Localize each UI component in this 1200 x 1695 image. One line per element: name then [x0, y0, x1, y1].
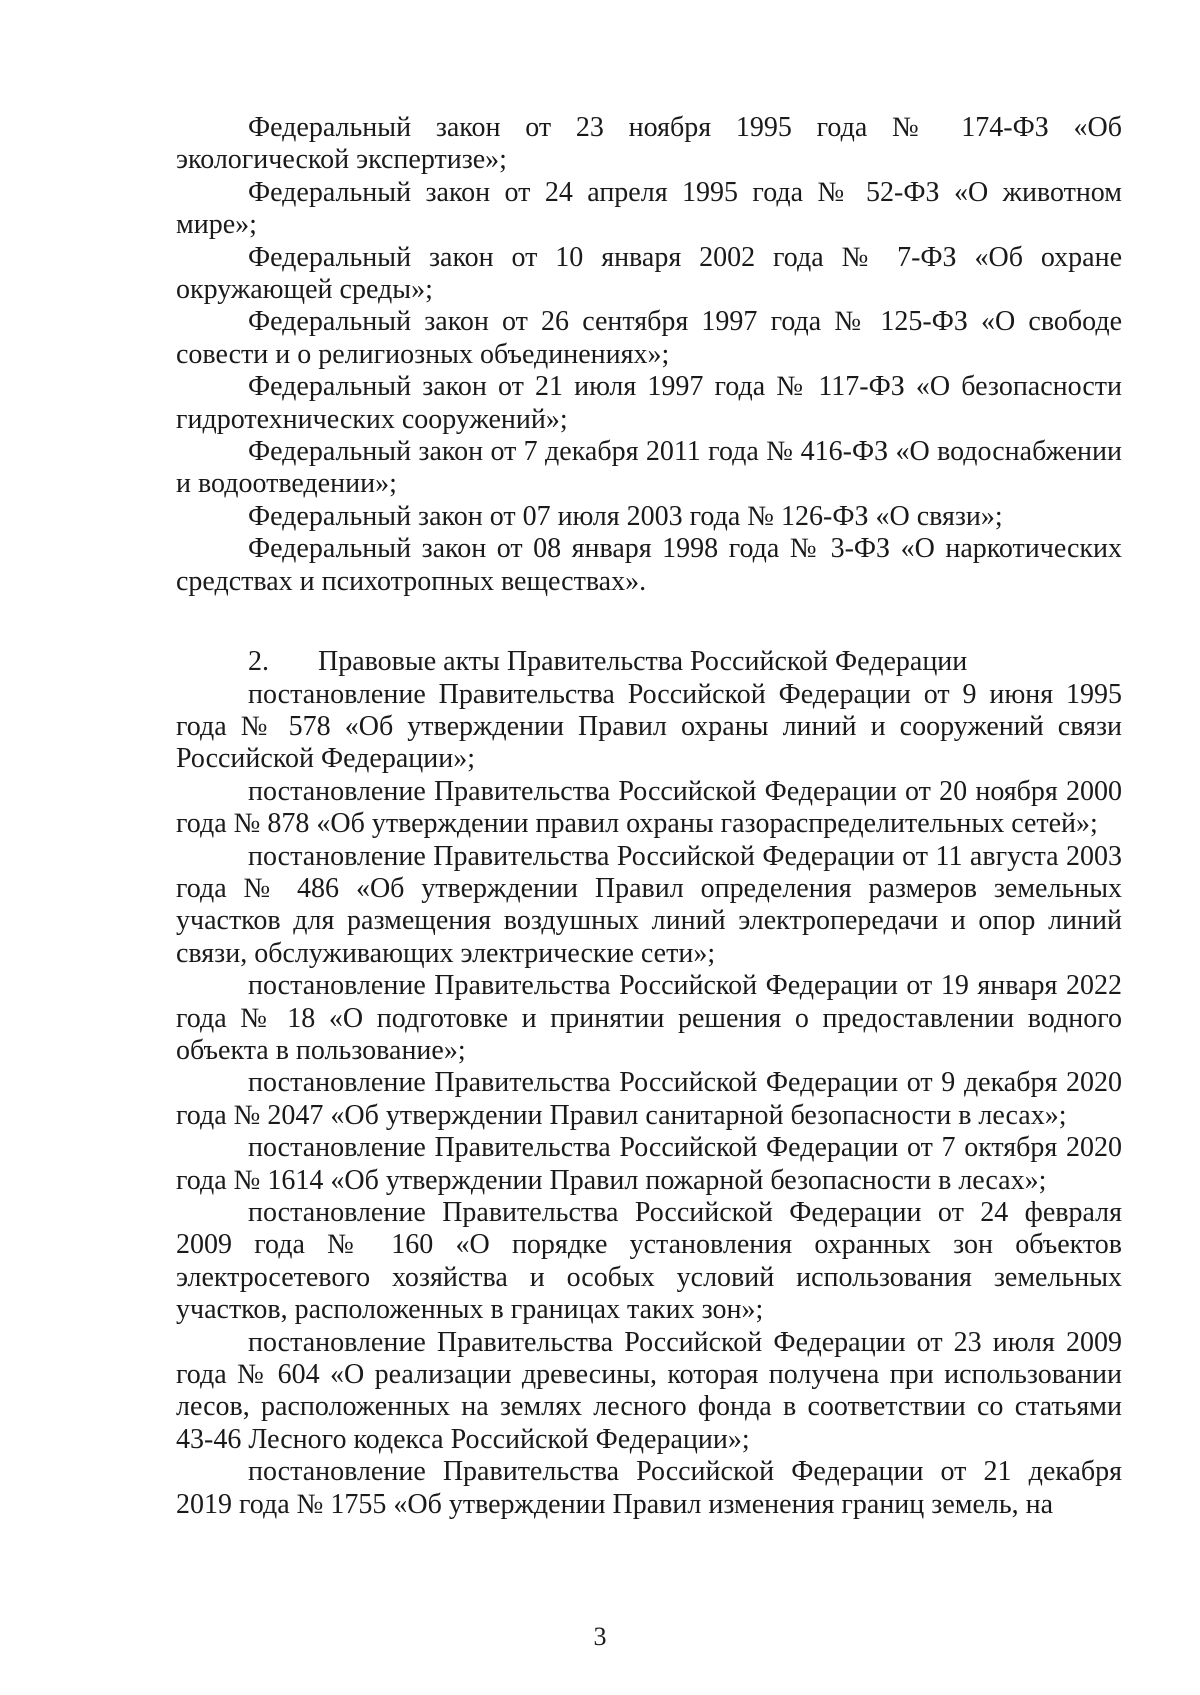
resolution-item: постановление Правительства Российской Федерации от 20 ноября 2000 года № 878 «Об утверждении правил охраны газораспределительных сетей»;	[176, 775, 1122, 840]
law-item: Федеральный закон от 26 сентября 1997 года № 125-ФЗ «О свободе совести и о религиозных объединениях»;	[176, 306, 1122, 370]
resolution-item: постановление Правительства Российской Федерации от 9 июня 1995 года № 578 «Об утверждении Правил охраны линий и сооружений связи Российской Федерации»;	[176, 678, 1122, 775]
resolution-item: постановление Правительства Российской Федерации от 7 октября 2020 года № 1614 «Об утверждении Правил пожарной безопасности в лесах»;	[176, 1132, 1122, 1196]
resolution-item: постановление Правительства Российской Федерации от 19 января 2022 года № 18 «О подготовке и принятии решения о предоставлении водного объекта в пользование»;	[176, 970, 1122, 1066]
resolution-item: постановление Правительства Российской Федерации от 21 декабря 2019 года № 1755 «Об утверждении Правил изменения границ земель, на	[176, 1456, 1122, 1520]
section-title: Правовые акты Правительства Российской Федерации	[318, 646, 968, 678]
page-number: 3	[593, 1622, 607, 1651]
law-item: Федеральный закон от 7 декабря 2011 года № 416-ФЗ «О водоснабжении и водоотведении»;	[176, 436, 1122, 500]
section-heading	[176, 646, 1122, 678]
law-item: Федеральный закон от 08 января 1998 года № 3-ФЗ «О наркотических средствах и психотропных веществах».	[176, 533, 1122, 597]
resolution-item: постановление Правительства Российской Федерации от 23 июля 2009 года № 604 «О реализации древесины, которая получена при использовании лесов, расположенных на землях лесного фонда в соответствии со статьями 43-46 Лесного кодекса Российской Федерации»;	[176, 1326, 1122, 1455]
law-item: Федеральный закон от 24 апреля 1995 года № 52-ФЗ «О животном мире»;	[176, 176, 1122, 241]
document-body	[176, 112, 1122, 1521]
law-item: Федеральный закон от 10 января 2002 года № 7-ФЗ «Об охране окружающей среды»;	[176, 241, 1122, 306]
section-number: 2.	[248, 646, 269, 678]
resolution-item: постановление Правительства Российской Федерации от 9 декабря 2020 года № 2047 «Об утверждении Правил санитарной безопасности в лесах»;	[176, 1067, 1122, 1131]
section-spacer	[176, 598, 1122, 646]
resolution-item: постановление Правительства Российской Федерации от 11 августа 2003 года № 486 «Об утверждении Правил определения размеров земельных участков для размещения воздушных линий электропередачи и опор линий связи, обслуживающих электрические сети»;	[176, 840, 1122, 969]
law-item: Федеральный закон от 21 июля 1997 года № 117-ФЗ «О безопасности гидротехнических сооружений»;	[176, 371, 1122, 435]
law-item: Федеральный закон от 07 июля 2003 года № 126-ФЗ «О связи»;	[248, 500, 1003, 532]
resolution-item: постановление Правительства Российской Федерации от 24 февраля 2009 года № 160 «О порядке установления охранных зон объектов электросетевого хозяйства и особых условий использования земельных участков, расположенных в границах таких зон»;	[176, 1197, 1122, 1326]
law-item: Федеральный закон от 23 ноября 1995 года № 174-ФЗ «Об экологической экспертизе»;	[176, 112, 1122, 176]
